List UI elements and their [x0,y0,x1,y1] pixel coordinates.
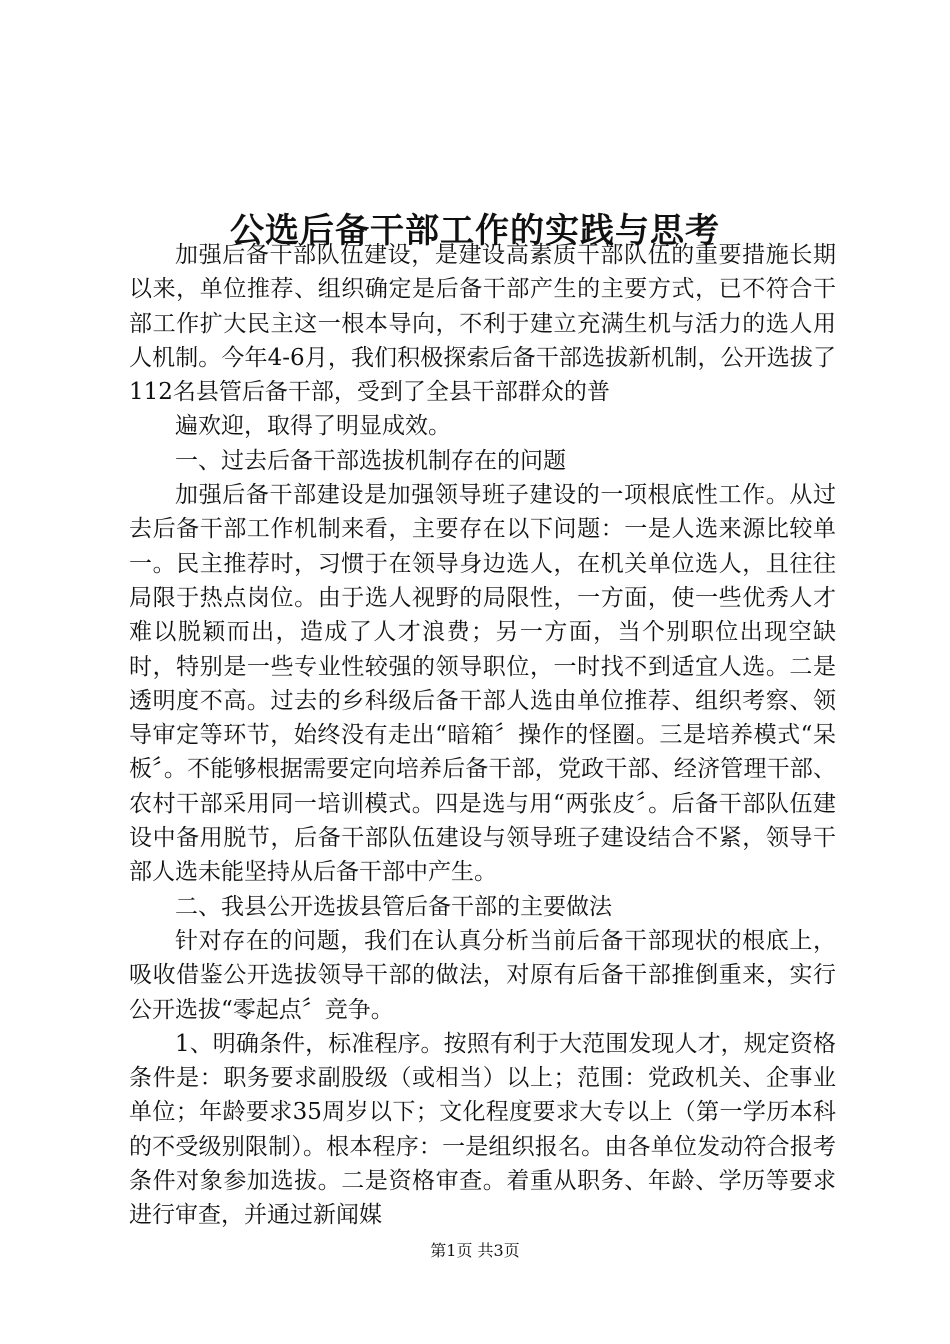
document-title: 公选后备干部工作的实践与思考 [230,210,720,251]
paragraph-intro: 加强后备干部队伍建设，是建设高素质干部队伍的重要措施长期以来，单位推荐、组织确定是后备干部产生的主要方式，已不符合干部工作扩大民主这一根本导向，不利于建立充满生机与活力的选人用人机制。今年4-6月，我们积极探索后备干部选拔新机制，公开选拔了112名县管后备干部，受到了全县干部群众的普 [129,242,836,406]
paragraph-conditions: 1、明确条件，标准程序。按照有利于大范围发现人才，规定资格条件是：职务要求副股级（或相当）以上；范围：党政机关、企事业单位；年龄要求35周岁以下；文化程度要求大专以上（第一学历本科的不受级别限制）。根本程序：一是组织报名。由各单位发动符合报考条件对象参加选拔。二是资格审查。着重从职务、年龄、学历等要求进行审查，并通过新闻媒 [129,1030,836,1229]
paragraph-problems: 加强后备干部建设是加强领导班子建设的一项根底性工作。从过去后备干部工作机制来看，主要存在以下问题：一是人选来源比较单一。民主推荐时，习惯于在领导身边选人，在机关单位选人，且往往局限于热点岗位。由于选人视野的局限性，一方面，使一些优秀人才难以脱颖而出，造成了人才浪费；另一方面，当个别职位出现空缺时，特别是一些专业性较强的领导职位，一时找不到适宜人选。二是透明度不高。过去的乡科级后备干部人选由单位推荐、组织考察、领导审定等环节，始终没有走出“暗箱〞操作的怪圈。三是培养模式“呆板〞。不能够根据需要定向培养后备干部，党政干部、经济管理干部、农村干部采用同一培训模式。四是选与用“两张皮〞。后备干部队伍建设中备用脱节，后备干部队伍建设与领导班子建设结合不紧，领导干部人选未能坚持从后备干部中产生。 [129,482,836,886]
section-heading-1: 一、过去后备干部选拔机制存在的问题 [175,447,566,474]
section-heading-2: 二、我县公开选拔县管后备干部的主要做法 [175,893,612,920]
paragraph-approach: 针对存在的问题，我们在认真分析当前后备干部现状的根底上，吸收借鉴公开选拔领导干部的做法，对原有后备干部推倒重来，实行公开选拔“零起点〞竞争。 [129,927,836,1023]
paragraph-intro-continued: 遍欢迎，取得了明显成效。 [175,413,451,440]
document-body [129,238,836,1233]
page-number: 第1页 共3页 [430,1241,520,1260]
